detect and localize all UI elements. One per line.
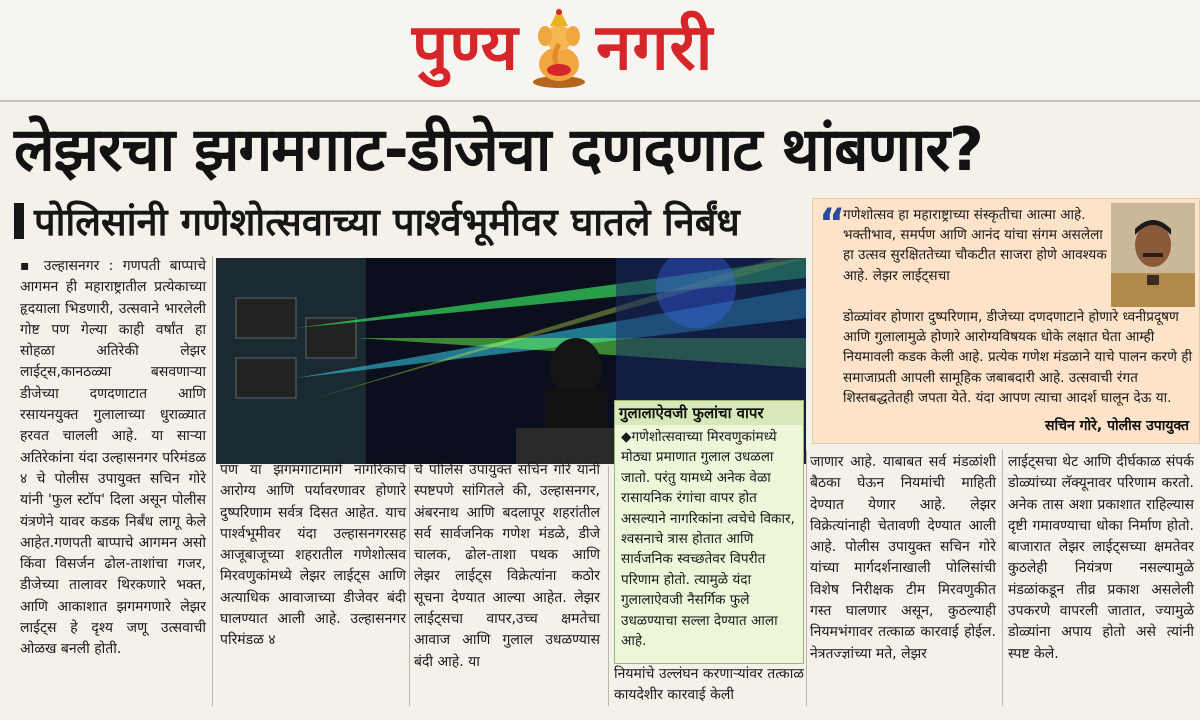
article-column-4: नियमांचे उल्लंघन करणाऱ्यांवर तत्काळ कायदेशीर कारवाई केली	[614, 666, 804, 704]
article-column-6: लाईट्सचा थेट आणि दीर्घकाळ संपर्क डोळ्यांच्या लॅक्यूनावर परिणाम करतो. अनेक तास अशा प्रकाशात राहिल्यास दृष्टी गमावण्याचा धोका निर्माण होतो. बाजारात लेझर लाईट्सच्या क्षमतेवर कुठलेही नियंत्रण नसल्यामुळे मंडळांकडून तीव्र प्रकाश असलेली उपकरणे वापरली जातात, ज्यामुळे डोळ्यांना अपाय होतो असे त्यांनी स्पष्ट केले.	[1008, 454, 1194, 662]
subheadline	[14, 196, 740, 248]
ganesh-logo-icon	[528, 4, 590, 90]
column-divider	[1002, 450, 1003, 706]
column-divider	[608, 466, 609, 706]
article-column-5: जाणार आहे. याबाबत सर्व मंडळांशी बैठका घेऊन नियमांची माहिती देण्यात येणार आहे. लेझर विक्रेत्यांनाही चेतावणी देण्यात आली आहे. पोलीस उपायुक्त सचिन गोरे यांच्या मार्गदर्शनाखाली पोलिसांची विशेष निरीक्षक टीम मिरवणुकीत गस्त घालणार असून, कुठल्याही नियमभंगावर तत्काळ कारवाई होईल. नेत्रतज्ज्ञांच्या मते, लेझर	[810, 454, 996, 662]
quote-box	[812, 198, 1200, 444]
masthead-title-left: पुण्य	[412, 11, 519, 85]
column-divider	[806, 450, 807, 706]
article-column-2: पण या झगमगाटामागे नागरिकांचे आरोग्य आणि पर्यावरणावर होणारे दुष्परिणाम सर्वत्र दिसत आहेत. याच पार्श्वभूमीवर यंदा उल्हासनगरसह आजूबाजूच्या शहरातील गणेशोत्सव मिरवणुकांमध्ये लेझर लाईट्स आणि अत्याधिक आवाजाच्या डीजेवर बंदी घालण्यात आली आहे. उल्हासनगर परिमंडळ ४	[220, 462, 406, 649]
headline: लेझरचा झगमगाट-डीजेचा दणदणाट थांबणार?	[14, 115, 983, 185]
quote-text-bottom: डोळ्यांवर होणारा दुष्परिणाम, डीजेच्या दणदणाटाने होणारे ध्वनीप्रदूषण आणि गुलालामुळे होणारे आरोग्यविषयक धोके लक्षात घेता आम्ही नियमावली कडक केली आहे. प्रत्येक गणेश मंडळाने याचे पालन करणे ही समाजाप्रती आपली सामूहिक जबाबदारी आहे. उत्सवाची रंगत शिस्तबद्धतेतही जपता येते. यंदा आपण त्याचा आदर्श घालून देऊ या.	[843, 309, 1192, 406]
column-divider	[409, 466, 410, 706]
subhead-bar	[14, 203, 24, 239]
officer-portrait-image	[1111, 203, 1195, 307]
subheadline-text: पोलिसांनी गणेशोत्सवाच्या पार्श्वभूमीवर घातले निर्बंध	[34, 200, 740, 244]
flowers-sidebox	[614, 400, 804, 664]
masthead	[0, 0, 1200, 96]
masthead-title-right: नगरी	[596, 11, 714, 85]
masthead-divider	[0, 100, 1200, 102]
quote-mark-icon: “	[819, 201, 846, 247]
quote-text-top: गणेशोत्सव हा महाराष्ट्राच्या संस्कृतीचा आत्मा आहे. भक्तीभाव, समर्पण आणि आनंद यांचा संगम असलेला हा उत्सव सुरक्षिततेच्या चौकटीत साजरा होणे आवश्यक आहे. लेझर लाईट्सचा	[843, 207, 1107, 284]
sidebox-title: गुलालाऐवजी फुलांचा वापर	[615, 401, 803, 425]
sidebox-text: ◆गणेशोत्सवाच्या मिरवणुकांमध्ये मोठ्या प्रमाणात गुलाल उधळला जातो. परंतु यामध्ये अनेक वेळा रासायनिक रंगांचा वापर होत असल्याने नागरिकांना त्वचेचे विकार, श्वसनाचे त्रास होतात आणि सार्वजनिक स्वच्छतेवर विपरीत परिणाम होतो. त्यामुळे यंदा गुलालाऐवजी नैसर्गिक फुले उधळण्याचा सल्ला देण्यात आला आहे.	[621, 429, 795, 650]
article-column-3: चे पोलिस उपायुक्त सचिन गोरे यांनी स्पष्टपणे सांगितले की, उल्हासनगर, अंबरनाथ आणि बदलापूर शहरांतील सर्व सार्वजनिक गणेश मंडळे, डीजे चालक, ढोल-ताशा पथक आणि लेझर लाईट्स विक्रेत्यांना कठोर सूचना देण्यात आल्या आहेत. लेझर लाईट्सचा वापर,उच्च क्षमतेचा आवाज आणि गुलाल उधळण्यास बंदी आहे. या	[414, 462, 600, 670]
column-divider	[212, 256, 213, 706]
article-column-1: ▪ उल्हासनगर : गणपती बाप्पाचे आगमन ही महाराष्ट्रातील प्रत्येकाच्या हृदयाला भिडणारी, उत्सवाने भारलेली गोष्ट पण गेल्या काही वर्षांत हा सोहळा अतिरेकी लेझर लाईट्स,कानठळ्या बसवणाऱ्या डीजेच्या दणदणाटात आणि रसायनयुक्त गुलालाच्या धुराळ्यात हरवत चालली आहे. या साऱ्या अतिरेकांना यंदा उल्हासनगर परिमंडळ ४ चे पोलीस उपायुक्त सचिन गोरे यांनी 'फुल स्टॉप' दिला असून पोलीस यंत्रणेने यावर कडक निर्बंध लागू केले आहेत.गणपती बाप्पाचे आगमन असो किंवा विसर्जन ढोल-ताशांचा गजर, डीजेच्या तालावर थिरकणारे भक्त, आणि आकाशात झगमगणारे लेझर लाईट्स हे दृश्य जणू उत्सवाची ओळख बनली होती.	[20, 258, 206, 658]
quote-attribution: सचिन गोरे, पोलीस उपायुक्त	[1045, 418, 1189, 434]
